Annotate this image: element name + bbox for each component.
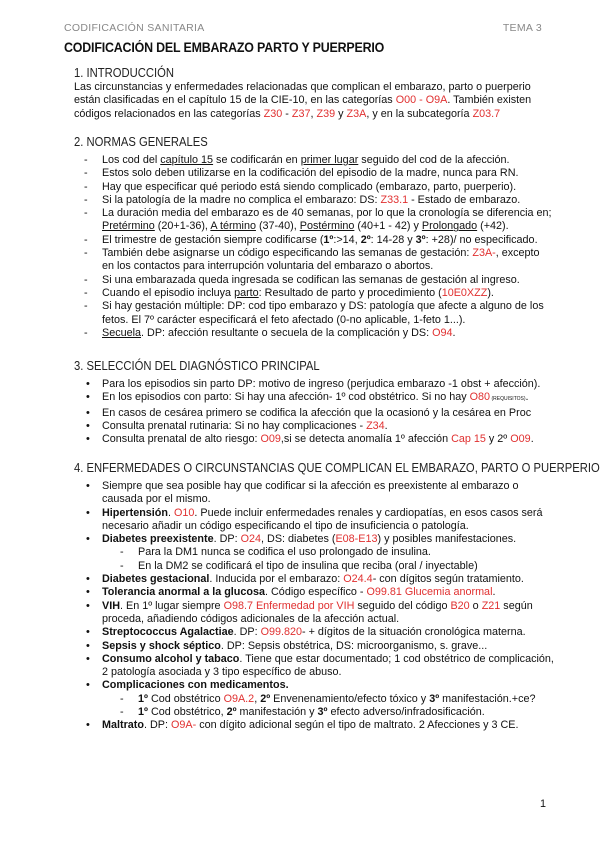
header-unit: TEMA 3 xyxy=(502,22,542,34)
list-item: • Maltrato. DP: O9A- con dígito adicional según el tipo de maltrato. 2 Afecciones y 3 CE. xyxy=(84,719,554,732)
list-item: • En casos de cesárea primero se codifica la afección que la ocasionó y la cesárea en Proc xyxy=(84,407,554,420)
header-subject: CODIFICACIÓN SANITARIA xyxy=(64,22,205,34)
list-item: • Tolerancia anormal a la glucosa. Código específico - O99.81 Glucemia anormal. xyxy=(84,586,554,599)
list-item: • Para los episodios sin parto DP: motivo de ingreso (perjudica embarazo -1 obst + afección). xyxy=(84,378,554,391)
list-item: - En la DM2 se codificará el tipo de insulina que reciba (oral / inyectable) xyxy=(120,560,554,573)
list-item: - La duración media del embarazo es de 40 semanas, por lo que la cronología se diferencia en; Pretérmino (20+1-36), A término (37-40), Postérmino (40+1 - 42) y Prolongado (+42). xyxy=(84,207,554,234)
list-item: • Complicaciones con medicamentos. - 1º Cod obstétrico O9A.2, 2º Envenenamiento/efecto tóxico y 3º manifestación.+ce? - 1º Cod obstétrico, 2º manifestación y 3º efecto adverso/infradosificación. xyxy=(84,679,554,719)
page-title: CODIFICACIÓN DEL EMBARAZO PARTO Y PUERPERIO xyxy=(64,40,385,55)
list-item: • Consulta prenatal rutinaria: Si no hay complicaciones - Z34. xyxy=(84,420,554,433)
list-item: • Consumo alcohol y tabaco. Tiene que estar documentado; 1 cod obstétrico de complicación, 2 patología asociada y 3 tipo específico de abuso. xyxy=(84,653,554,680)
list-item: • Consulta prenatal de alto riesgo: O09,si se detecta anomalía 1º afección Cap 15 y 2º O09. xyxy=(84,433,554,446)
diagnostico-list xyxy=(84,378,554,446)
list-item: - Para la DM1 nunca se codifica el uso prolongado de insulina. xyxy=(120,546,554,559)
list-item: - Los cod del capítulo 15 se codificarán en primer lugar seguido del cod de la afección. xyxy=(84,154,554,167)
list-item: • Streptococcus Agalactiae. DP: O99.820- + dígitos de la situación cronológica materna. xyxy=(84,626,554,639)
running-header xyxy=(64,22,542,34)
list-item: • Hipertensión. O10. Puede incluir enfermedades renales y cardiopatías, en esos casos será necesario añadir un código especificando el tipo de insuficiencia o patología. xyxy=(84,507,554,534)
list-item: • Sepsis y shock séptico. DP: Sepsis obstétrica, DS: microorganismo, s. grave... xyxy=(84,640,554,653)
enfermedades-list xyxy=(84,480,554,733)
list-item: - El trimestre de gestación siempre codificarse (1º:>14, 2º: 14-28 y 3º: +28)/ no especificado. xyxy=(84,234,554,247)
list-item: • Diabetes gestacional. Inducida por el embarazo: O24.4- con dígitos según tratamiento. xyxy=(84,573,554,586)
list-item: - Si la patología de la madre no complica el embarazo: DS: Z33.1 - Estado de embarazo. xyxy=(84,194,554,207)
list-item: - Secuela. DP: afección resultante o secuela de la complicación y DS: O94. xyxy=(84,327,554,340)
section-4-heading: 4. ENFERMEDADES O CIRCUNSTANCIAS QUE COMPLICAN EL EMBARAZO, PARTO O PUERPERIO xyxy=(74,461,600,475)
list-item: - Si hay gestación múltiple: DP: cod tipo embarazo y DS: patología que afecte a alguno de los fetos. El 7º carácter especificará el feto afectado (0-no aplicable, 1-feto 1...). xyxy=(84,300,554,327)
section-2-heading: 2. NORMAS GENERALES xyxy=(74,135,208,149)
list-item: - Cuando el episodio incluya parto: Resultado de parto y procedimiento (10E0XZZ). xyxy=(84,287,554,300)
normas-list xyxy=(84,154,554,340)
diabetes-sublist xyxy=(102,546,554,573)
list-item: - 1º Cod obstétrico O9A.2, 2º Envenenamiento/efecto tóxico y 3º manifestación.+ce? xyxy=(120,693,554,706)
list-item: • En los episodios con parto: Si hay una afección- 1º cod obstétrico. Si no hay O80 (REQUISITOS). xyxy=(84,391,554,406)
medicamentos-sublist xyxy=(102,693,554,720)
list-item: • VIH. En 1º lugar siempre O98.7 Enfermedad por VIH seguido del código B20 o Z21 según proceda, añadiendo códigos adicionales de la afección actual. xyxy=(84,600,554,627)
list-item: • Siempre que sea posible hay que codificar si la afección es preexistente al embarazo o causada por el mismo. xyxy=(84,480,554,507)
list-item: - Estos solo deben utilizarse en la codificación del episodio de la madre, nunca para RN. xyxy=(84,167,554,180)
list-item: - Hay que especificar qué periodo está siendo complicado (embarazo, parto, puerperio). xyxy=(84,181,554,194)
intro-paragraph: Las circunstancias y enfermedades relacionadas que complican el embarazo, parto o puerperio están clasificadas en el capítulo 15 de la CIE-10, en las categorías O00 - O9A. También existen códigos relacionados en las categorías Z30 - Z37, Z39 y Z3A, y en la subcategoría Z03.7 xyxy=(74,81,532,120)
page-number: 1 xyxy=(540,798,547,810)
list-item: - Si una embarazada queda ingresada se codifican las semanas de gestación al ingreso. xyxy=(84,274,554,287)
list-item: - También debe asignarse un código especificando las semanas de gestación: Z3A-, excepto en los contactos para interrupción voluntaria del embarazo o abortos. xyxy=(84,247,554,274)
list-item: • Diabetes preexistente. DP: O24, DS: diabetes (E08-E13) y posibles manifestaciones. - Para la DM1 nunca se codifica el uso prolongado de insulina. - En la DM2 se codificará el tipo de insulina que reciba (oral / inyectable) xyxy=(84,533,554,573)
list-item: - 1º Cod obstétrico, 2º manifestación y 3º efecto adverso/infradosificación. xyxy=(120,706,554,719)
section-1-heading: 1. INTRODUCCIÓN xyxy=(74,66,175,80)
section-3-heading: 3. SELECCIÓN DEL DIAGNÓSTICO PRINCIPAL xyxy=(74,359,320,373)
